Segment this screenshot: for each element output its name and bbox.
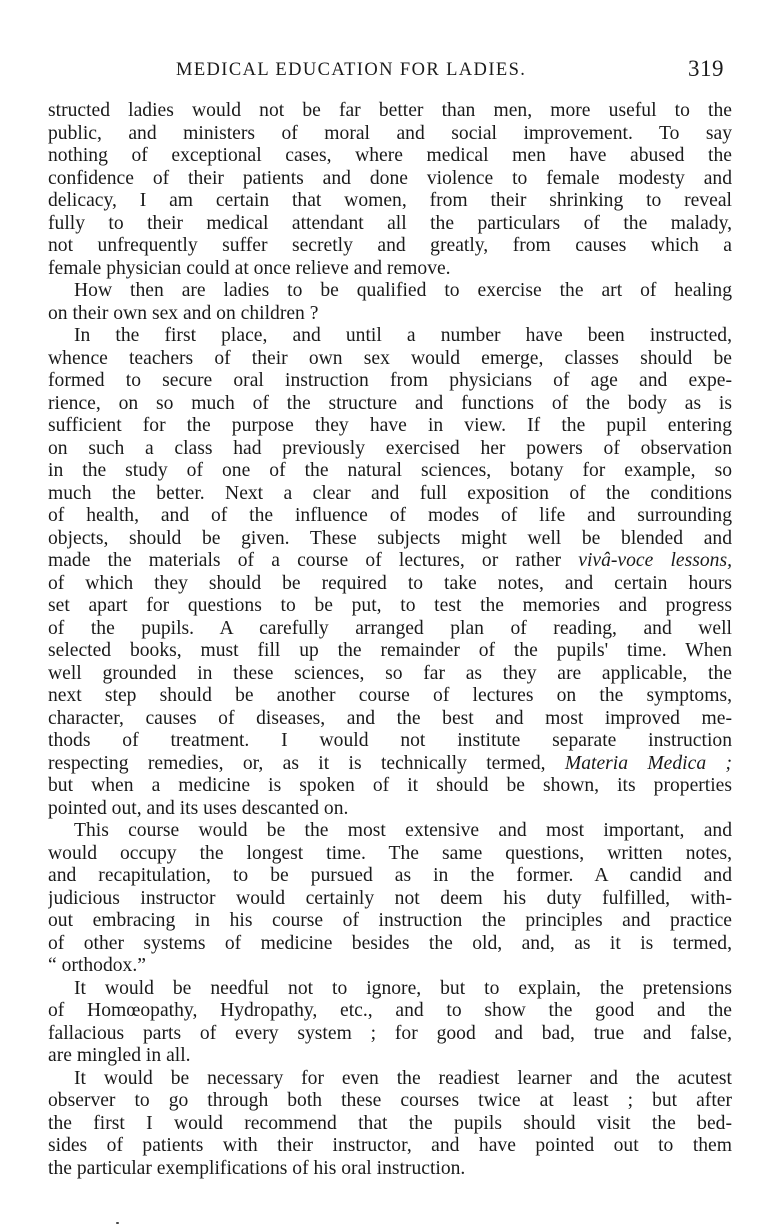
text-line: of Homœopathy, Hydropathy, etc., and to show the good and the	[48, 1000, 732, 1021]
text-line: structed ladies would not be far better than men, more useful to the	[48, 100, 732, 121]
page-header	[48, 56, 732, 86]
text-line: fallacious parts of every system ; for good and bad, true and false,	[48, 1022, 732, 1044]
paragraph-start-line: How then are ladies to be qualified to exercise the art of healing	[74, 280, 732, 301]
text-line: on their own sex and on children ?	[48, 302, 319, 324]
text-line-with-italic	[48, 550, 732, 573]
text-line: set apart for questions to be put, to test the memories and progress	[48, 595, 732, 616]
paragraph-start-line: It would be necessary for even the readiest learner and the acutest	[74, 1067, 732, 1089]
text-line: are mingled in all.	[48, 1045, 191, 1066]
print-speck	[116, 1222, 119, 1224]
text-line: public, and ministers of moral and social improvement. To say	[48, 122, 732, 144]
text-line: the particular exemplifications of his oral instruction.	[48, 1157, 466, 1179]
text-line: but when a medicine is spoken of it should be shown, its properties	[48, 775, 732, 796]
text-line: sufficient for the purpose they have in view. If the pupil entering	[48, 415, 732, 436]
text-line: selected books, must fill up the remainder of the pupils' time. When	[48, 640, 732, 661]
text-line: in the study of one of the natural sciences, botany for example, so	[48, 460, 732, 481]
text-line: of health, and of the influence of modes of life and surrounding	[48, 505, 732, 526]
text-line: thods of treatment. I would not institute separate instruction	[48, 730, 732, 751]
text-line: female physician could at once relieve and remove.	[48, 257, 451, 279]
text-line-with-italic	[48, 753, 732, 776]
text-line: formed to secure oral instruction from physicians of age and expe-	[48, 370, 732, 391]
running-head: MEDICAL EDUCATION FOR LADIES.	[176, 60, 527, 80]
paragraph-start-line: It would be needful not to ignore, but to explain, the pretensions	[74, 977, 732, 999]
page-number: 319	[688, 56, 724, 81]
text-line: delicacy, I am certain that women, from their shrinking to reveal	[48, 190, 732, 211]
text-line: pointed out, and its uses descanted on.	[48, 797, 349, 819]
body-text	[48, 100, 732, 1180]
text-line: observer to go through both these courses twice at least ; but after	[48, 1090, 732, 1111]
paragraph-start-line: This course would be the most extensive and most important, and	[74, 820, 732, 841]
text-line: judicious instructor would certainly not deem his duty fulfilled, with-	[48, 887, 732, 909]
italic-phrase-materia-medica: Materia Medica ;	[564, 752, 732, 774]
text-line: would occupy the longest time. The same questions, written notes,	[48, 842, 732, 864]
text-line: not unfrequently suffer secretly and greatly, from causes which a	[48, 235, 732, 256]
text-line: character, causes of diseases, and the best and most improved me-	[48, 707, 732, 729]
text-line: of which they should be required to take notes, and certain hours	[48, 572, 732, 594]
text-line: nothing of exceptional cases, where medical men have abused the	[48, 145, 732, 166]
text-line: on such a class had previously exercised her powers of observation	[48, 437, 732, 459]
text-line: of the pupils. A carefully arranged plan of reading, and well	[48, 617, 732, 639]
text-line: whence teachers of their own sex would emerge, classes should be	[48, 347, 732, 369]
text-segment: made the materials of a course of lectures, or rather	[48, 550, 579, 571]
text-line: next step should be another course of lectures on the symptoms,	[48, 685, 732, 706]
italic-phrase-viva-voce: vivâ-voce lessons,	[578, 550, 732, 571]
text-line: sides of patients with their instructor, and have pointed out to them	[48, 1135, 732, 1156]
text-segment: respecting remedies, or, as it is technically termed,	[48, 752, 565, 774]
text-line: of other systems of medicine besides the old, and, as it is termed,	[48, 932, 732, 954]
text-line: the first I would recommend that the pupils should visit the bed-	[48, 1112, 732, 1134]
text-line: fully to their medical attendant all the particulars of the malady,	[48, 212, 732, 234]
text-line: well grounded in these sciences, so far as they are applicable, the	[48, 662, 732, 684]
text-line: and recapitulation, to be pursued as in the former. A candid and	[48, 865, 732, 886]
text-line: rience, on so much of the structure and functions of the body as is	[48, 392, 732, 414]
text-line: “ orthodox.”	[48, 955, 146, 976]
text-line: confidence of their patients and done violence to female modesty and	[48, 167, 732, 189]
paragraph-start-line: In the first place, and until a number have been instructed,	[74, 325, 732, 346]
text-line: much the better. Next a clear and full exposition of the conditions	[48, 482, 732, 504]
text-line: out embracing in his course of instruction the principles and practice	[48, 910, 732, 931]
text-line: objects, should be given. These subjects might well be blended and	[48, 527, 732, 549]
